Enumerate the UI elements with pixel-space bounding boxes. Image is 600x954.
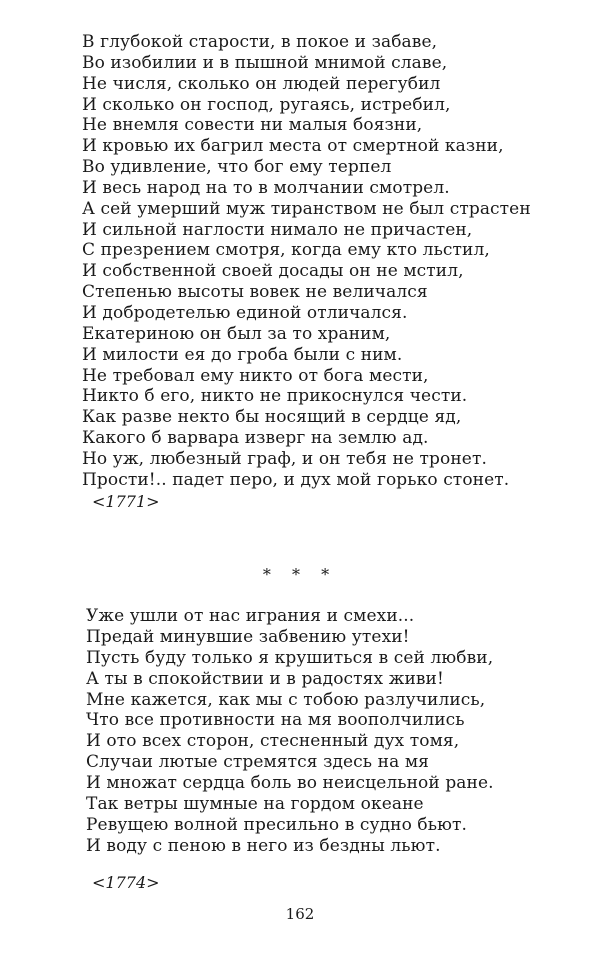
poem-epitaph-stanza bbox=[82, 32, 531, 491]
poem-line: Уже ушли от нас играния и смехи... bbox=[86, 606, 415, 626]
poem-line: Прости!.. падет перо, и дух мой горько стонет. bbox=[82, 469, 510, 490]
poem-line: Во изобилии и в пышной мнимой славе, bbox=[82, 52, 448, 73]
poem-line: И ото всех сторон, стесненный дух томя, bbox=[86, 731, 460, 752]
poem-date: <1771> bbox=[92, 492, 160, 511]
poem-line: И весь народ на то в молчании смотрел. bbox=[82, 177, 450, 198]
poem-date: <1774> bbox=[92, 873, 160, 892]
poem-line: Мне кажется, как мы с тобою разлучились, bbox=[86, 689, 486, 710]
poem-line: И добродетелью единой отличался. bbox=[82, 302, 408, 323]
section-separator: * * * bbox=[262, 565, 338, 584]
page-number: 162 bbox=[285, 905, 315, 923]
poem-line: Никто б его, никто не прикоснулся чести. bbox=[82, 386, 468, 407]
poem-line: А сей умерший муж тиранством не был страстен bbox=[82, 198, 531, 219]
poem-line: И милости ея до гроба были с ним. bbox=[82, 344, 403, 365]
poem-line: Во удивление, что бог ему терпел bbox=[82, 157, 392, 178]
poem-line: Ревущею волной пресильно в судно бьют. bbox=[86, 814, 468, 835]
poem-line: Так ветры шумные на гордом океане bbox=[86, 794, 424, 815]
poem-line: С презрением смотря, когда ему кто льстил, bbox=[82, 240, 490, 261]
poem-second bbox=[86, 606, 494, 857]
poem-line: Но уж, любезный граф, и он тебя не тронет. bbox=[82, 448, 487, 469]
poem-line: Не внемля совести ни малыя боязни, bbox=[82, 115, 423, 136]
poem-line: И сильной наглости нимало не причастен, bbox=[82, 219, 473, 240]
poem-line: Случаи лютые стремятся здесь на мя bbox=[86, 752, 429, 773]
poem-line: В глубокой старости, в покое и забаве, bbox=[82, 32, 438, 52]
poem-line: Что все противности на мя воополчились bbox=[86, 710, 465, 731]
poem-line: И сколько он господ, ругаясь, истребил, bbox=[82, 94, 451, 115]
poem-line: Не числя, сколько он людей перегубил bbox=[82, 73, 441, 94]
poem-line: А ты в спокойствии и в радостях живи! bbox=[86, 668, 444, 689]
poem-line: Екатериною он был за то храним, bbox=[82, 323, 391, 344]
poem-line: И собственной своей досады он не мстил, bbox=[82, 261, 464, 282]
poem-line: Пусть буду только я крушиться в сей любви, bbox=[86, 647, 494, 668]
poem-line: И множат сердца боль во неисцельной ране. bbox=[86, 773, 494, 794]
poem-line: Не требовал ему никто от бога мести, bbox=[82, 365, 429, 386]
poem-line: Какого б варвара изверг на землю ад. bbox=[82, 428, 429, 449]
poem-line: И воду с пеною в него из бездны льют. bbox=[86, 835, 441, 856]
poem-line: И кровью их багрил места от смертной казни, bbox=[82, 136, 504, 157]
poem-line: Как разве некто бы носящий в сердце яд, bbox=[82, 407, 462, 428]
poem-line: Предай минувшие забвению утехи! bbox=[86, 626, 410, 647]
poem-line: Степенью высоты вовек не величался bbox=[82, 282, 428, 303]
